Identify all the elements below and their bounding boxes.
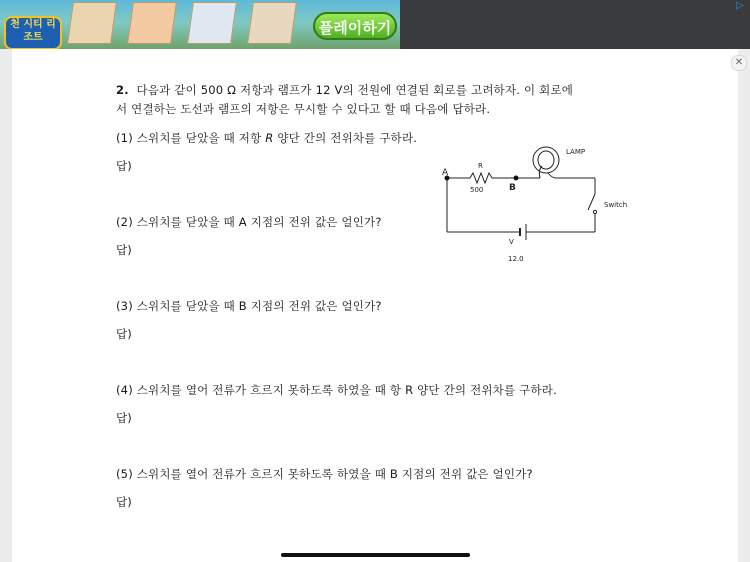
question-1: (1) 스위치를 닫았을 때 저항 R 양단 간의 전위차를 구하라. xyxy=(116,131,418,145)
lamp-lead-right xyxy=(548,173,556,178)
question-5: (5) 스위치를 열어 전류가 흐르지 못하도록 하였을 때 B 지점의 전위 값은 얼인가? xyxy=(116,467,533,481)
ad-building-image xyxy=(247,2,297,44)
close-icon[interactable]: ✕ xyxy=(731,55,747,71)
question-3: (3) 스위치를 닫았을 때 B 지점의 전위 값은 얼인가? xyxy=(116,299,382,313)
answer-1: 답) xyxy=(116,159,132,173)
problem-intro-line1: 2. 다음과 같이 500 Ω 저항과 램프가 12 V의 전원에 연결된 회로를 고려하자. 이 회로에 xyxy=(116,83,574,97)
ad-logo: 천 시티 리조트 xyxy=(4,16,62,49)
question-4: (4) 스위치를 열어 전류가 흐르지 못하도록 하였을 때 항 R 양단 간의 전위차를 구하라. xyxy=(116,383,557,397)
ad-bar xyxy=(0,0,750,49)
label-v: V xyxy=(509,238,514,246)
answer-2: 답) xyxy=(116,243,132,257)
label-v-value: 12.0 xyxy=(508,255,524,263)
question-2: (2) 스위치를 닫았을 때 A 지점의 전위 값은 얼인가? xyxy=(116,215,382,229)
adchoices-icon[interactable]: ▷ xyxy=(736,0,744,11)
label-switch: Switch xyxy=(604,201,628,209)
ad-building-image xyxy=(67,2,117,44)
switch-contact xyxy=(593,210,596,213)
label-b: B xyxy=(509,183,516,193)
switch-symbol xyxy=(588,194,595,210)
problem-number: 2. xyxy=(116,83,129,97)
answer-5: 답) xyxy=(116,495,132,509)
ad-play-button[interactable]: 플레이하기 xyxy=(313,12,397,40)
ad-building-image xyxy=(127,2,177,44)
resistor-symbol xyxy=(470,173,492,183)
label-lamp: LAMP xyxy=(566,148,586,156)
label-r: R xyxy=(478,162,483,170)
home-indicator[interactable] xyxy=(281,553,470,557)
answer-3: 답) xyxy=(116,327,132,341)
lamp-filament xyxy=(538,151,554,169)
ad-banner[interactable] xyxy=(0,0,400,49)
answer-4: 답) xyxy=(116,411,132,425)
circuit-diagram xyxy=(430,138,630,268)
node-b-dot xyxy=(514,176,519,181)
ad-building-image xyxy=(187,2,237,44)
label-r-value: 500 xyxy=(470,186,484,194)
problem-intro-line2: 서 연결하는 도선과 램프의 저항은 무시할 수 있다고 할 때 다음에 답하라. xyxy=(116,102,491,116)
label-a: A xyxy=(442,168,449,178)
